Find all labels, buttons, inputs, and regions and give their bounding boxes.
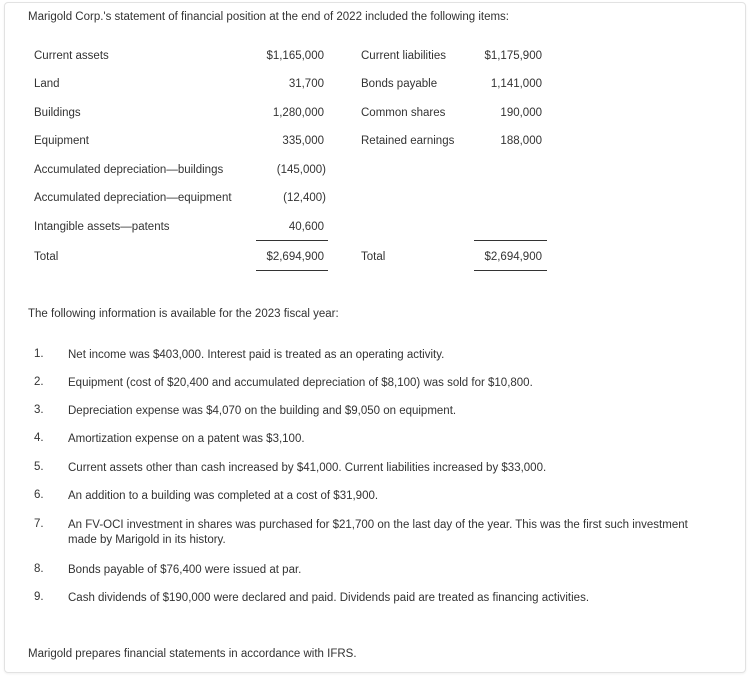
- asset-label: Current assets: [34, 50, 109, 62]
- asset-label: Land: [34, 78, 60, 90]
- liability-value: $1,175,900: [484, 50, 542, 62]
- liability-label: Retained earnings: [361, 135, 455, 147]
- assets-total-label: Total: [34, 251, 59, 263]
- asset-label: Equipment: [34, 135, 89, 147]
- item-number: 1.: [34, 348, 44, 360]
- liabilities-total-rule: [474, 270, 547, 271]
- asset-label: Accumulated depreciation—equipment: [34, 192, 232, 204]
- intro-text: Marigold Corp.'s statement of financial position at the end of 2022 included the following items:: [28, 11, 510, 23]
- list-item: Equipment (cost of $20,400 and accumulated depreciation of $8,100) was sold for $10,800.: [68, 377, 533, 389]
- liability-label: Common shares: [361, 107, 446, 119]
- asset-value: $1,165,000: [266, 50, 324, 62]
- list-item: Bonds payable of $76,400 were issued at par.: [68, 564, 302, 576]
- list-item: An addition to a building was completed at a cost of $31,900.: [68, 490, 379, 502]
- item-number: 4.: [34, 432, 44, 444]
- item-number: 7.: [34, 518, 44, 530]
- item-number: 8.: [34, 563, 44, 575]
- asset-value: 1,280,000: [272, 107, 324, 119]
- liability-value: 190,000: [500, 107, 542, 119]
- liability-label: Bonds payable: [361, 78, 438, 90]
- list-item: Depreciation expense was $4,070 on the building and $9,050 on equipment.: [68, 405, 457, 417]
- list-item: Current assets other than cash increased by $41,000. Current liabilities increased by $33,000.: [68, 462, 547, 474]
- liabilities-total-label: Total: [361, 251, 386, 263]
- asset-value: 335,000: [282, 135, 324, 147]
- item-number: 6.: [34, 489, 44, 501]
- assets-total-value: $2,694,900: [266, 251, 324, 263]
- balance-sheet-table: [0, 0, 753, 290]
- list-item: An FV-OCI investment in shares was purchased for $21,700 on the last day of the year. This was the first such investment made by Marigold in its history.: [68, 519, 688, 546]
- item-number: 2.: [34, 376, 44, 388]
- asset-label: Accumulated depreciation—buildings: [34, 164, 224, 176]
- liability-value: 188,000: [500, 135, 542, 147]
- item-number: 3.: [34, 404, 44, 416]
- item-number: 9.: [34, 591, 44, 603]
- asset-value: 31,700: [288, 78, 324, 90]
- asset-value: 40,600: [288, 221, 324, 233]
- footer-note: Marigold prepares financial statements in accordance with IFRS.: [28, 648, 357, 660]
- item-number: 5.: [34, 461, 44, 473]
- info-heading: The following information is available for the 2023 fiscal year:: [28, 308, 339, 320]
- liability-label: Current liabilities: [361, 50, 447, 62]
- list-item: Amortization expense on a patent was $3,100.: [68, 433, 305, 445]
- list-item: Net income was $403,000. Interest paid is treated as an operating activity.: [68, 349, 445, 361]
- asset-label: Buildings: [34, 107, 81, 119]
- assets-subtotal-rule: [256, 240, 328, 241]
- liabilities-subtotal-rule: [474, 240, 547, 241]
- list-item: Cash dividends of $190,000 were declared and paid. Dividends paid are treated as financing activities.: [68, 592, 590, 604]
- asset-value: (12,400): [283, 192, 326, 204]
- liability-value: 1,141,000: [490, 78, 542, 90]
- liabilities-total-value: $2,694,900: [484, 251, 542, 263]
- asset-value: (145,000): [276, 164, 326, 176]
- assets-total-rule: [256, 270, 328, 271]
- asset-label: Intangible assets—patents: [34, 221, 170, 233]
